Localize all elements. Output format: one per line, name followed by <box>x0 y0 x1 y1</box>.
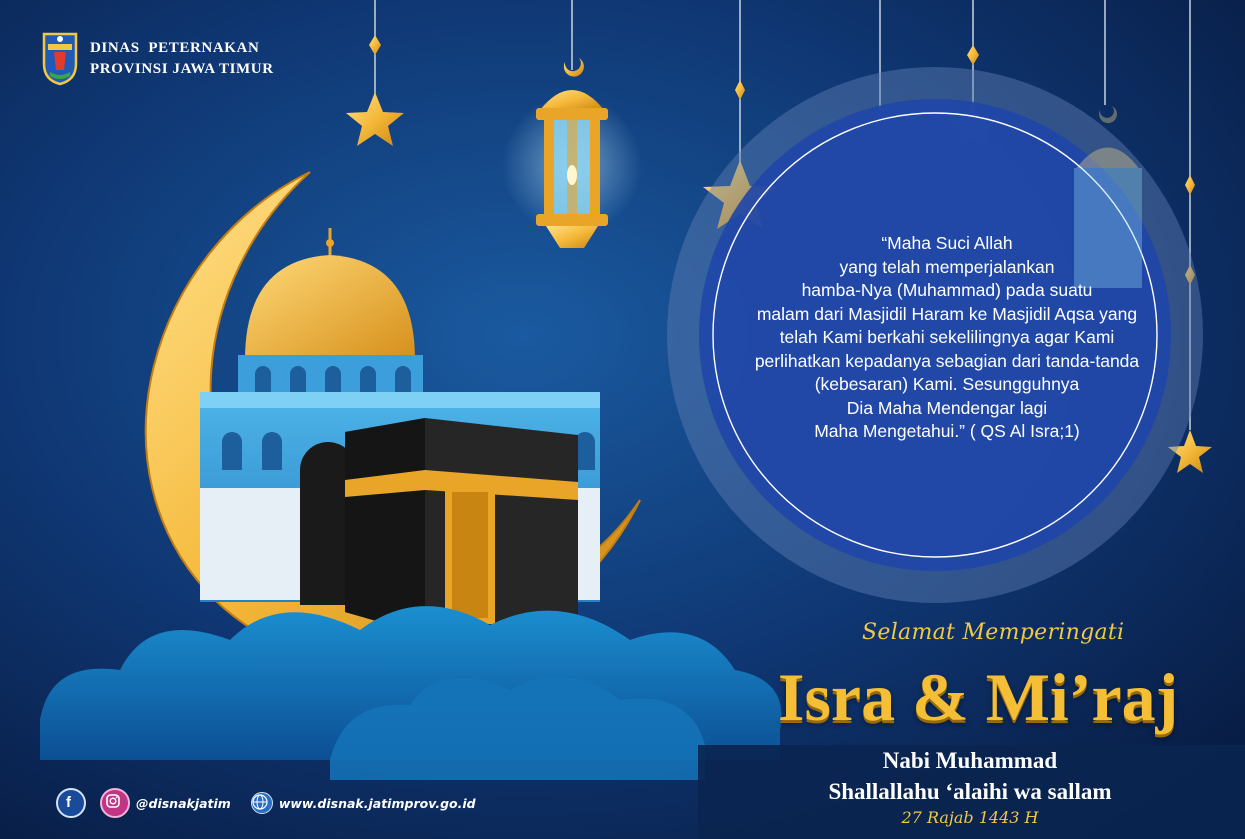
social-footer <box>56 789 476 817</box>
quote-line: Maha Mengetahui.” ( QS Al Isra;1) <box>814 421 1080 441</box>
instagram-icon[interactable] <box>100 788 130 818</box>
svg-text:f: f <box>66 794 71 811</box>
website-link[interactable]: www.disnak.jatimprov.go.id <box>278 795 476 811</box>
quote-line: perlihatkan kepadanya sebagian dari tanda-tanda <box>754 350 1140 371</box>
org-name-line2: PROVINSI JAWA TIMUR <box>90 61 274 77</box>
quran-quote <box>718 232 1176 444</box>
quote-line: “Maha Suci Allah <box>881 233 1013 253</box>
greeting-title: Isra & Mi’raj <box>778 659 1179 735</box>
quote-line: (kebesaran) Kami. Sesungguhnya <box>814 374 1080 394</box>
org-name-line1: DINAS PETERNAKAN <box>90 40 260 56</box>
quote-line: yang telah memperjalankan <box>839 256 1055 277</box>
quote-line: malam dari Masjidil Haram ke Masjidil Aqsa yang <box>756 303 1138 324</box>
prophet-name-line2: Shallallahu ‘alaihi wa sallam <box>828 779 1112 804</box>
greeting-subtitle: Selamat Memperingati <box>862 620 1125 645</box>
facebook-icon[interactable] <box>56 788 86 818</box>
quote-line: hamba-Nya (Muhammad) pada suatu <box>801 280 1093 300</box>
instagram-handle[interactable]: @disnakjatim <box>136 795 231 811</box>
org-name <box>90 38 274 80</box>
prophet-name-line1: Nabi Muhammad <box>882 748 1058 773</box>
east-java-coat-of-arms-icon <box>40 30 80 86</box>
globe-icon <box>251 792 273 814</box>
quote-line: Dia Maha Mendengar lagi <box>846 397 1048 418</box>
prophet-name <box>700 745 1240 807</box>
hijri-date: 27 Rajab 1443 H <box>901 808 1039 827</box>
quote-line: telah Kami berkahi sekelilingnya agar Kami <box>779 327 1115 347</box>
